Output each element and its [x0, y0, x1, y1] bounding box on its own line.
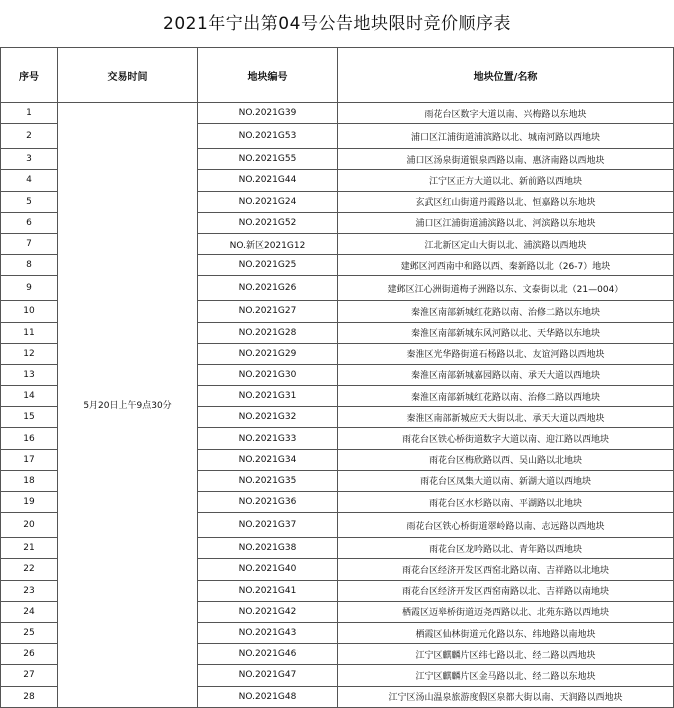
auction-order-table: [0, 47, 674, 708]
row-index: 10: [1, 301, 58, 322]
parcel-location: 雨花台区水杉路以南、平湖路以北地块: [338, 492, 674, 513]
parcel-number: NO.2021G29: [198, 343, 338, 364]
parcel-number: NO.2021G44: [198, 170, 338, 191]
parcel-number: NO.2021G40: [198, 559, 338, 580]
parcel-location: 江北新区定山大街以北、浦滨路以西地块: [338, 233, 674, 254]
parcel-number: NO.2021G55: [198, 149, 338, 170]
parcel-number: NO.2021G35: [198, 470, 338, 491]
parcel-number: NO.2021G39: [198, 103, 338, 124]
parcel-location: 雨花台区梅欣路以西、吴山路以北地块: [338, 449, 674, 470]
parcel-number: NO.2021G25: [198, 255, 338, 276]
parcel-number: NO.2021G47: [198, 665, 338, 686]
row-index: 13: [1, 364, 58, 385]
parcel-number: NO.2021G33: [198, 428, 338, 449]
parcel-location: 秦淮区光华路街道石杨路以北、友谊河路以西地块: [338, 343, 674, 364]
parcel-number: NO.2021G34: [198, 449, 338, 470]
parcel-location: 雨花台区经济开发区西窑北路以南、吉祥路以北地块: [338, 559, 674, 580]
parcel-location: 雨花台区铁心桥街道数字大道以南、迎江路以西地块: [338, 428, 674, 449]
parcel-location: 雨花台区经济开发区西窑南路以北、吉祥路以南地块: [338, 580, 674, 601]
row-index: 24: [1, 601, 58, 622]
row-index: 4: [1, 170, 58, 191]
row-index: 11: [1, 322, 58, 343]
parcel-number: NO.2021G37: [198, 513, 338, 538]
row-index: 5: [1, 191, 58, 212]
parcel-location: 秦淮区南部新城红花路以南、治修二路以东地块: [338, 301, 674, 322]
row-index: 27: [1, 665, 58, 686]
parcel-number: NO.2021G43: [198, 622, 338, 643]
row-index: 18: [1, 470, 58, 491]
parcel-number: NO.2021G30: [198, 364, 338, 385]
row-index: 21: [1, 538, 58, 559]
row-index: 12: [1, 343, 58, 364]
row-index: 15: [1, 407, 58, 428]
header-parcel-number: 地块编号: [198, 48, 338, 103]
row-index: 28: [1, 686, 58, 707]
parcel-number: NO.2021G46: [198, 644, 338, 665]
parcel-number: NO.2021G48: [198, 686, 338, 707]
parcel-location: 江宁区正方大道以北、新前路以西地块: [338, 170, 674, 191]
row-index: 22: [1, 559, 58, 580]
parcel-number: NO.2021G52: [198, 212, 338, 233]
row-index: 17: [1, 449, 58, 470]
parcel-number: NO.2021G41: [198, 580, 338, 601]
parcel-number: NO.2021G36: [198, 492, 338, 513]
row-index: 1: [1, 103, 58, 124]
parcel-number: NO.2021G42: [198, 601, 338, 622]
parcel-number: NO.2021G53: [198, 124, 338, 149]
parcel-location: 江宁区汤山温泉旅游度假区泉都大街以南、天润路以西地块: [338, 686, 674, 707]
header-trade-time: 交易时间: [58, 48, 198, 103]
table-header-row: [1, 48, 674, 103]
parcel-number: NO.新区2021G12: [198, 233, 338, 254]
parcel-number: NO.2021G31: [198, 386, 338, 407]
header-parcel-location: 地块位置/名称: [338, 48, 674, 103]
parcel-number: NO.2021G24: [198, 191, 338, 212]
parcel-location: 浦口区江浦街道浦滨路以北、河滨路以东地块: [338, 212, 674, 233]
parcel-location: 雨花台区铁心桥街道翠岭路以南、志远路以西地块: [338, 513, 674, 538]
parcel-location: 浦口区汤泉街道银泉西路以南、惠济南路以西地块: [338, 149, 674, 170]
trade-time-cell: 5月20日上午9点30分: [58, 103, 198, 708]
parcel-location: 玄武区红山街道丹霞路以北、恒嘉路以东地块: [338, 191, 674, 212]
row-index: 20: [1, 513, 58, 538]
row-index: 19: [1, 492, 58, 513]
parcel-location: 雨花台区凤集大道以南、新湖大道以西地块: [338, 470, 674, 491]
parcel-number: NO.2021G27: [198, 301, 338, 322]
row-index: 8: [1, 255, 58, 276]
row-index: 25: [1, 622, 58, 643]
table-body: [1, 103, 674, 708]
row-index: 23: [1, 580, 58, 601]
parcel-number: NO.2021G28: [198, 322, 338, 343]
header-index: 序号: [1, 48, 58, 103]
parcel-location: 江宁区麒麟片区纬七路以北、经二路以西地块: [338, 644, 674, 665]
parcel-number: NO.2021G38: [198, 538, 338, 559]
parcel-number: NO.2021G26: [198, 276, 338, 301]
parcel-location: 建邺区江心洲街道梅子洲路以东、文泰街以北（21—004）: [338, 276, 674, 301]
parcel-location: 建邺区河西南中和路以西、秦新路以北（26-7）地块: [338, 255, 674, 276]
table-row: [1, 103, 674, 124]
parcel-number: NO.2021G32: [198, 407, 338, 428]
parcel-location: 雨花台区数字大道以南、兴梅路以东地块: [338, 103, 674, 124]
parcel-location: 秦淮区南部新城嘉园路以南、承天大道以西地块: [338, 364, 674, 385]
parcel-location: 秦淮区南部新城应天大街以北、承天大道以西地块: [338, 407, 674, 428]
parcel-location: 江宁区麒麟片区金马路以北、经二路以东地块: [338, 665, 674, 686]
row-index: 3: [1, 149, 58, 170]
parcel-location: 浦口区江浦街道浦滨路以北、城南河路以西地块: [338, 124, 674, 149]
row-index: 14: [1, 386, 58, 407]
row-index: 16: [1, 428, 58, 449]
parcel-location: 秦淮区南部新城东风河路以北、天华路以东地块: [338, 322, 674, 343]
row-index: 6: [1, 212, 58, 233]
parcel-location: 雨花台区龙吟路以北、青年路以西地块: [338, 538, 674, 559]
row-index: 7: [1, 233, 58, 254]
row-index: 9: [1, 276, 58, 301]
parcel-location: 秦淮区南部新城红花路以南、治修二路以西地块: [338, 386, 674, 407]
row-index: 26: [1, 644, 58, 665]
row-index: 2: [1, 124, 58, 149]
parcel-location: 栖霞区迈皋桥街道迈尧西路以北、北苑东路以西地块: [338, 601, 674, 622]
parcel-location: 栖霞区仙林街道元化路以东、纬地路以南地块: [338, 622, 674, 643]
page-title: 2021年宁出第04号公告地块限时竞价顺序表: [163, 14, 511, 34]
